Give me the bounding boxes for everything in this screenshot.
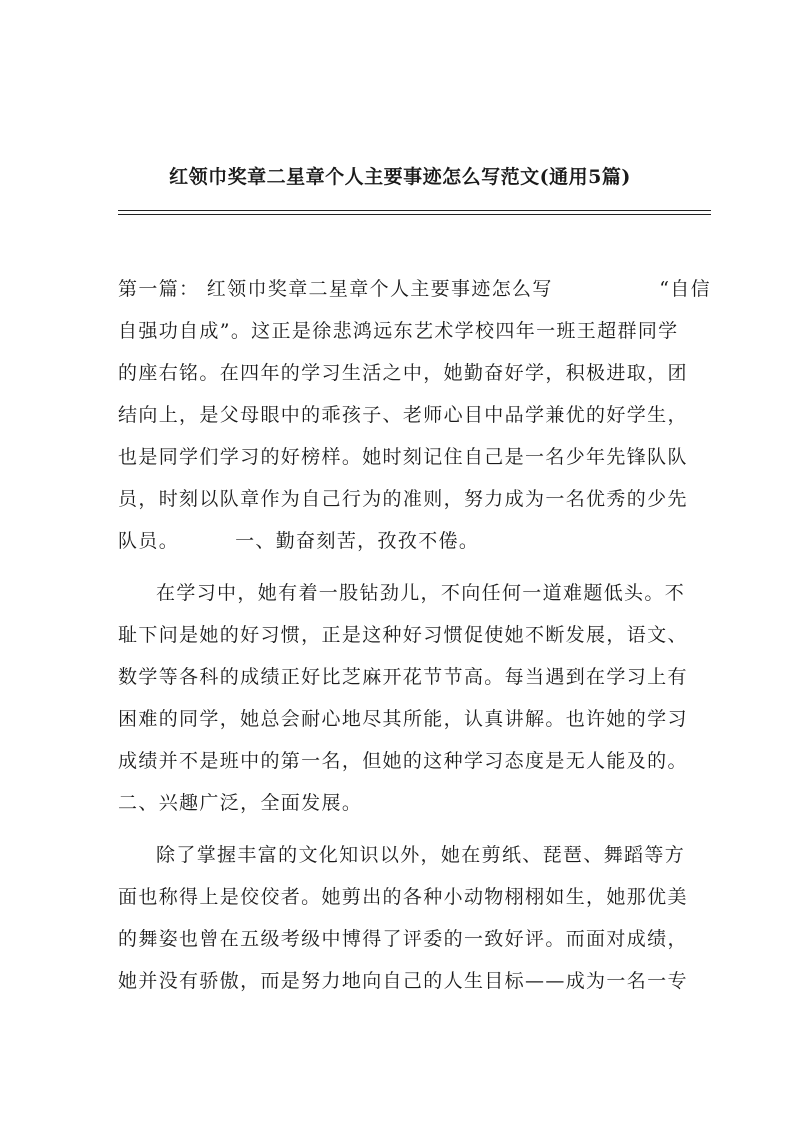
body-line bbox=[118, 436, 711, 478]
body-text: 的舞姿也曾在五级考级中博得了评委的一致好评。而面对成绩， bbox=[118, 928, 688, 950]
body-text: 除了掌握丰富的文化知识以外，她在剪纸、琵琶、舞蹈等方 bbox=[156, 844, 686, 866]
body-line bbox=[118, 520, 711, 562]
body-text: 员，时刻以队章作为自己行为的准则，努力成为一名优秀的少先 bbox=[118, 488, 688, 510]
body-text: 数学等各科的成绩正好比芝麻开花节节高。每当遇到在学习上有 bbox=[118, 666, 688, 688]
body-line bbox=[118, 614, 711, 656]
body-text: 第一篇： 红领巾奖章二星章个人主要事迹怎么写 bbox=[118, 278, 553, 300]
body-text: 成绩并不是班中的第一名，但她的这种学习态度是无人能及的。 bbox=[118, 750, 688, 772]
body-line bbox=[118, 740, 711, 782]
body-line bbox=[118, 352, 711, 394]
body-text: 在学习中，她有着一股钻劲儿，不向任何一道难题低头。不 bbox=[156, 582, 686, 604]
body-text: 困难的同学，她总会耐心地尽其所能，认真讲解。也许她的学习 bbox=[118, 708, 688, 730]
document-title: 红领巾奖章二星章个人主要事迹怎么写范文(通用5篇) bbox=[169, 166, 631, 188]
body-line bbox=[118, 876, 711, 918]
section-heading: 一、勤奋刻苦，孜孜不倦。 bbox=[235, 530, 480, 552]
body-text: 自强功自成”。这正是徐悲鸿远东艺术学校四年一班王超群同学 bbox=[118, 320, 679, 342]
section-heading: 二、兴趣广泛，全面发展。 bbox=[118, 792, 363, 814]
title-double-rule bbox=[118, 210, 711, 215]
body-text: 也是同学们学习的好榜样。她时刻记住自己是一名少年先锋队队 bbox=[118, 446, 688, 468]
document-body bbox=[118, 268, 711, 1002]
body-text: 面也称得上是佼佼者。她剪出的各种小动物栩栩如生，她那优美 bbox=[118, 886, 688, 908]
body-line bbox=[118, 394, 711, 436]
body-text: 结向上，是父母眼中的乖孩子、老师心目中品学兼优的好学生， bbox=[118, 404, 688, 426]
body-line bbox=[118, 572, 711, 614]
body-text: 她并没有骄傲，而是努力地向自己的人生目标——成为一名一专 bbox=[118, 970, 688, 992]
body-line bbox=[118, 656, 711, 698]
body-line bbox=[118, 268, 711, 310]
body-line bbox=[118, 478, 711, 520]
body-text: 耻下问是她的好习惯，正是这种好习惯促使她不断发展，语文、 bbox=[118, 624, 688, 646]
body-line bbox=[118, 834, 711, 876]
body-line bbox=[118, 310, 711, 352]
body-line bbox=[118, 918, 711, 960]
body-text: “自信 bbox=[659, 278, 711, 300]
body-text: 队员。 bbox=[118, 530, 180, 552]
body-line bbox=[118, 698, 711, 740]
body-line bbox=[118, 960, 711, 1002]
body-text: 的座右铭。在四年的学习生活之中，她勤奋好学，积极进取，团 bbox=[118, 362, 688, 384]
body-line bbox=[118, 782, 711, 824]
